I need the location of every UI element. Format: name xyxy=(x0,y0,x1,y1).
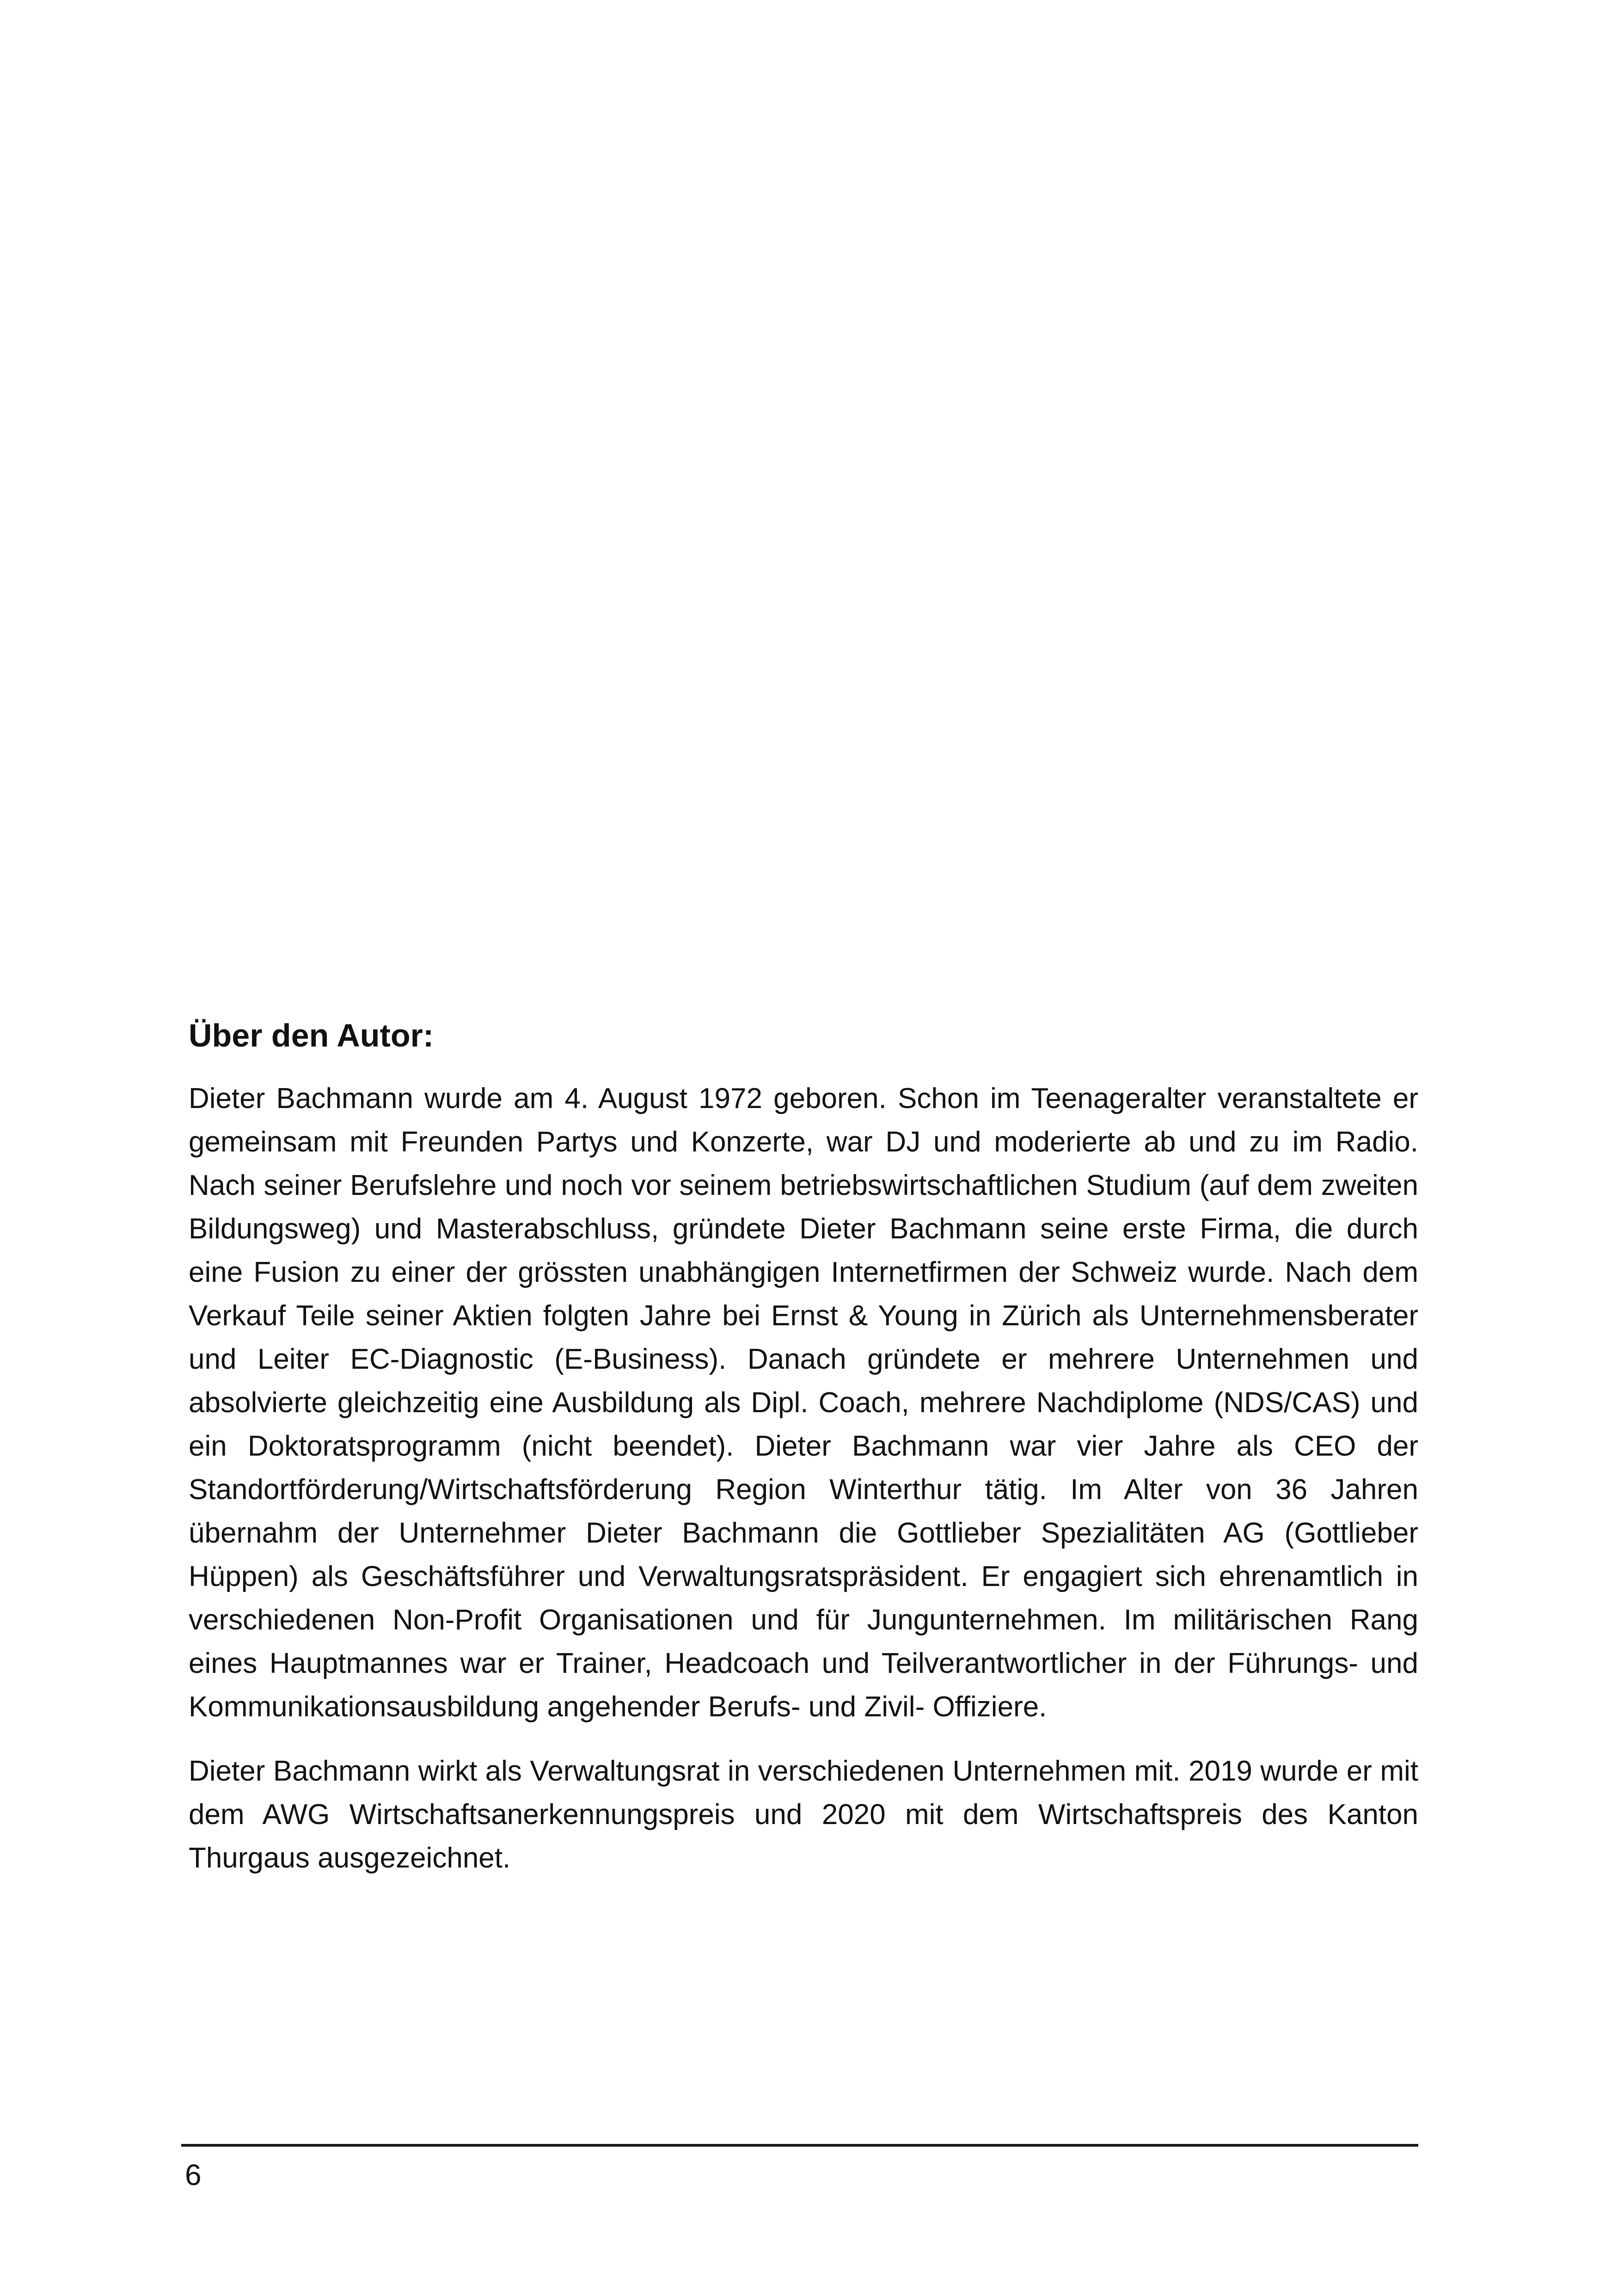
page-number: 6 xyxy=(185,2158,202,2192)
author-bio-paragraph-2: Dieter Bachmann wirkt als Verwaltungsrat in verschiedenen Unternehmen mit. 2019 wurde er mit dem AWG Wirtschaftsanerkennungspreis und 2020 mit dem Wirtschaftspreis des Kanton Thurgaus ausgezeichnet. xyxy=(189,1755,1418,1874)
author-bio-paragraph-1: Dieter Bachmann wurde am 4. August 1972 geboren. Schon im Teenageralter veranstaltete er gemeinsam mit Freunden Partys und Konzerte, war DJ und moderierte ab und zu im Radio. Nach seiner Berufslehre und noch vor seinem betriebswirtschaftlichen Studium (auf dem zweiten Bildungsweg) und Masterabschluss, gründete Dieter Bachmann seine erste Firma, die durch eine Fusion zu einer der grössten unabhängigen Internetfirmen der Schweiz wurde. Nach dem Verkauf Teile seiner Aktien folgten Jahre bei Ernst & Young in Zürich als Unternehmensberater und Leiter EC-Diagnostic (E-Business). Danach gründete er mehrere Unternehmen und absolvierte gleichzeitig eine Ausbildung als Dipl. Coach, mehrere Nachdiplome (NDS/CAS) und ein Doktoratsprogramm (nicht beendet). Dieter Bachmann war vier Jahre als CEO der Standortförderung/Wirtschaftsförderung Region Winterthur tätig. Im Alter von 36 Jahren übernahm der Unternehmer Dieter Bachmann die Gottlieber Spezialitäten AG (Gottlieber Hüppen) als Geschäftsführer und Verwaltungsratspräsident. Er engagiert sich ehrenamtlich in verschiedenen Non-Profit Organisationen und für Jungunternehmen. Im militärischen Rang eines Hauptmannes war er Trainer, Headcoach und Teilverantwortlicher in der Führungs- und Kommunikationsausbildung angehender Berufs- und Zivil- Offiziere. xyxy=(189,1083,1418,1723)
section-heading: Über den Autor: xyxy=(189,1017,434,1053)
footer-divider xyxy=(181,2144,1418,2147)
author-section xyxy=(189,1015,1418,1901)
